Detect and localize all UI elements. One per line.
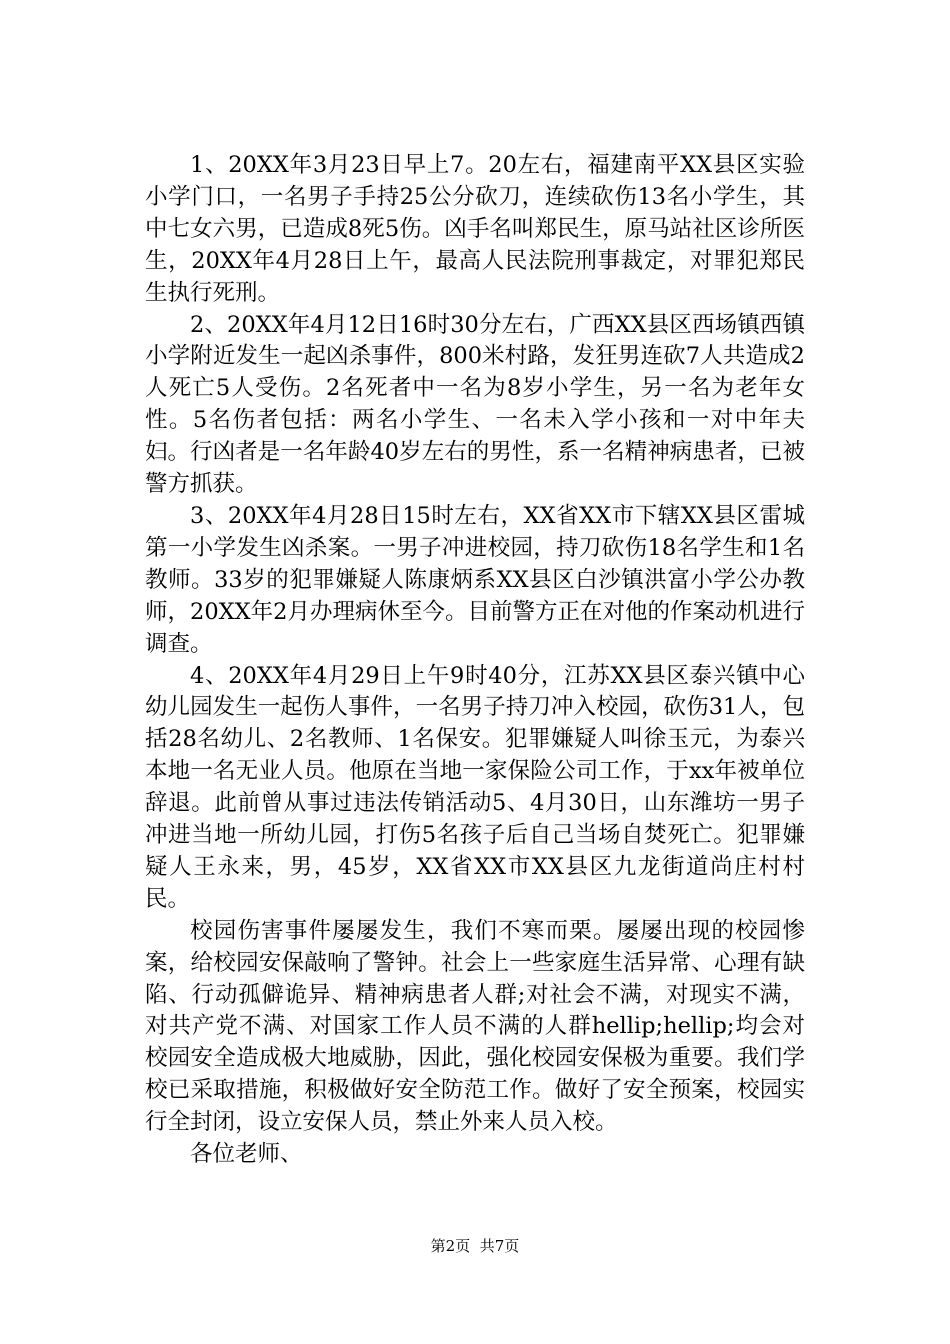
paragraph-incident-2: 2、20XX年4月12日16时30分左右，广西XX县区西场镇西镇小学附近发生一起凶杀事件，800米村路，发狂男连砍7人共造成2人死亡5人受伤。2名死者中一名为8岁小学生，另一名为老年女性。5名伤者包括：两名小学生、一名未入学小孩和一对中年夫妇。行凶者是一名年龄40岁左右的男性，系一名精神病患者，已被警方抓获。 xyxy=(145,311,805,498)
page-number: 第2页 xyxy=(430,1237,471,1255)
paragraph-incident-3: 3、20XX年4月28日15时左右，XX省XX市下辖XX县区雷城第一小学发生凶杀案。一男子冲进校园，持刀砍伤18名学生和1名教师。33岁的犯罪嫌疑人陈康炳系XX县区白沙镇洪富小学公办教师，20XX年2月办理病休至今。目前警方正在对他的作案动机进行调查。 xyxy=(145,502,805,657)
document-body xyxy=(145,150,805,1171)
paragraph-incident-1: 1、20XX年3月23日早上7。20左右，福建南平XX县区实验小学门口，一名男子手持25公分砍刀，连续砍伤13名小学生，其中七女六男，已造成8死5伤。凶手名叫郑民生，原马站社区诊所医生，20XX年4月28日上午，最高人民法院刑事裁定，对罪犯郑民生执行死刑。 xyxy=(145,152,805,306)
page-footer xyxy=(0,1236,950,1256)
paragraph-incident-4: 4、20XX年4月29日上午9时40分，江苏XX县区泰兴镇中心幼儿园发生一起伤人事件，一名男子持刀冲入校园，砍伤31人，包括28名幼儿、2名教师、1名保安。犯罪嫌疑人叫徐玉元，为泰兴本地一名无业人员。他原在当地一家保险公司工作，于xx年被单位辞退。此前曾从事过违法传销活动5、4月30日，山东潍坊一男子冲进当地一所幼儿园，打伤5名孩子后自己当场自焚死亡。犯罪嫌疑人王永来，男，45岁，XX省XX市XX县区九龙街道尚庄村村民。 xyxy=(145,662,805,912)
paragraph-salutation: 各位老师、 xyxy=(190,1141,303,1168)
page-total: 共7页 xyxy=(479,1237,520,1255)
paragraph-summary: 校园伤害事件屡屡发生，我们不寒而栗。屡屡出现的校园惨案，给校园安保敲响了警钟。社会上一些家庭生活异常、心理有缺陷、行动孤僻诡异、精神病患者人群;对社会不满，对现实不满，对共产党不满、对国家工作人员不满的人群hellip;hellip;均会对校园安全造成极大地威胁，因此，强化校园安保极为重要。我们学校已采取措施，积极做好安全防范工作。做好了安全预案，校园实行全封闭，设立安保人员，禁止外来人员入校。 xyxy=(145,917,805,1136)
